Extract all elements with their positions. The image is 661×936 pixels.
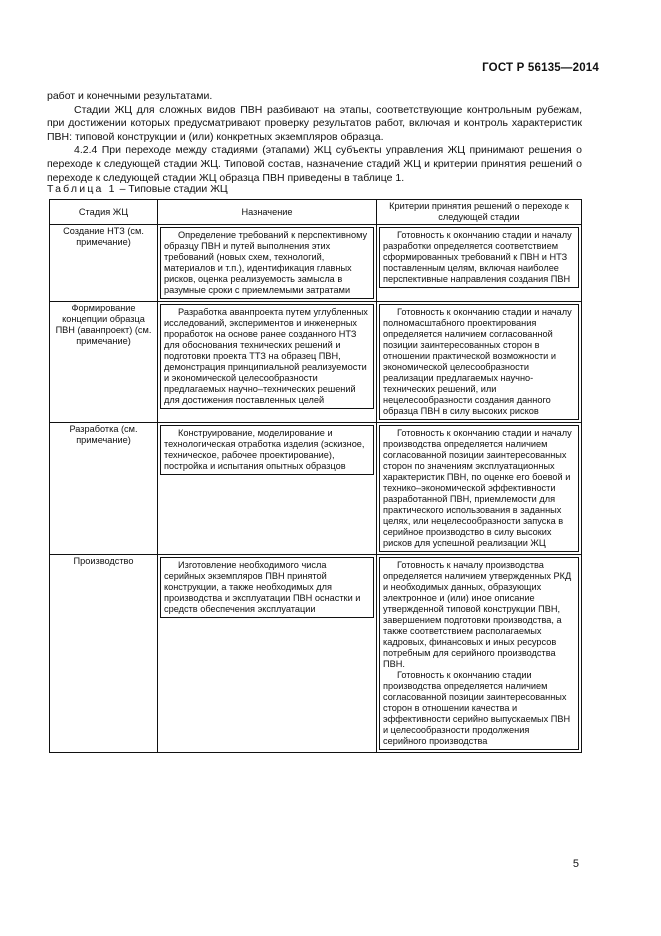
criteria-text: Готовность к началу производства определяется наличием утвержденных РКД и необходимых данных, образующих электронное и (или) иное описание утвержденной типовой конструкции ПВН, завершением подготовки производства, а также соответствием располагаемых кадровых, финансовых и иных ресурсов потребным для серийного производства ПВН.	[383, 560, 572, 669]
table-caption-label: Таблица 1	[47, 183, 117, 195]
purpose-text: Изготовление необходимого числа серийных экземпляров ПВН принятой конструкции, а также необходимых для производства и эксплуатации ПВН оснастки и средств обеспечения эксплуатации	[164, 560, 361, 614]
criteria-cell	[377, 423, 582, 555]
header-stage: Стадия ЖЦ	[50, 200, 158, 225]
purpose-text: Разработка аванпроекта путем углубленных исследований, экспериментов и инженерных проработок на основе ранее созданного НТЗ для обоснования технических решений и подготовки проекта ТТЗ на образец ПВН, демонстрация принципиальной реализуемости и экономической целесообразности предлагаемых научно–технических решений для достижения поставленных целей	[164, 307, 368, 405]
table-row	[50, 423, 582, 555]
stage-cell: Формирование концепции образца ПВН (аванпроект) (см. примечание)	[50, 302, 158, 423]
table-row	[50, 302, 582, 423]
purpose-cell	[158, 225, 377, 302]
table-row	[50, 555, 582, 753]
paragraph-stages: Стадии ЖЦ для сложных видов ПВН разбивают на этапы, соответствующие контрольным рубежам, при достижении которых предусматривают проверку результатов работ, включая и контроль характеристик ПВН: типовой конструкции и (или) конкретных экземпляров образца.	[47, 103, 582, 143]
purpose-text: Конструирование, моделирование и технологическая отработка изделия (эскизное, техническое, рабочее проектирование), постройка и испытания опытных образцов	[164, 428, 365, 471]
criteria-text: Готовность к окончанию стадии и началу полномасштабного проектирования определяется наличием согласованной позиции заинтересованных сторон в отношении практической возможности и экономической целесообразности реализации предлагаемых научно-технических решений, или нецелесообразности создания данного образца ПВН в силу высоких рисков	[383, 307, 572, 416]
stage-cell: Разработка (см. примечание)	[50, 423, 158, 555]
table-caption-title: – Типовые стадии ЖЦ	[116, 183, 228, 195]
criteria-cell	[377, 555, 582, 753]
criteria-cell	[377, 225, 582, 302]
paragraph-continuation: работ и конечными результатами.	[47, 90, 213, 102]
criteria-text: Готовность к окончанию стадии и началу производства определяется наличием согласованной позиции заинтересованных сторон по значениям эксплуатационных характеристик ПВН, по оценке его боевой и технико–экономической эффективности разработанной ПВН, приемлемости для практического использования в заданных целях, или нецелесообразности запуска в серийное производство в силу высоких рисков для успешной реализации ЖЦ	[383, 428, 572, 548]
paragraph-4-2-4: 4.2.4 При переходе между стадиями (этапами) ЖЦ субъекты управления ЖЦ принимают решения о переходе к следующей стадии ЖЦ. Типовой состав, назначение стадий ЖЦ и критерии принятия решений о переходе к следующей стадии ЖЦ образца ПВН приведены в таблице 1.	[47, 144, 582, 184]
purpose-cell	[158, 555, 377, 753]
criteria-text: Готовность к окончанию стадии и началу разработки определяется соответствием сформированных требований к ПВН и НТЗ поставленным целям, включая наиболее перспективные направления создания ПВН	[383, 230, 572, 284]
header-purpose: Назначение	[158, 200, 377, 225]
purpose-text: Определение требований к перспективному образцу ПВН и путей выполнения этих требований (новых схем, технологий, материалов и т.п.), идентификация главных рисков, оценка реализуемость замысла в разумные сроки с приемлемыми затратами	[164, 230, 368, 295]
page-number: 5	[572, 858, 579, 870]
table-caption	[47, 183, 228, 195]
document-code: ГОСТ Р 56135—2014	[482, 62, 599, 74]
criteria-text: Готовность к окончанию стадии производства определяется наличием согласованной позиции заинтересованных сторон в отношении качества и эффективности серийно выпускаемых ПВН и целесообразности продолжения серийного производства	[383, 670, 571, 746]
stage-cell: Создание НТЗ (см. примечание)	[50, 225, 158, 302]
table-header-row	[50, 200, 582, 225]
body-text	[47, 90, 582, 185]
header-criteria: Критерии принятия решений о переходе к следующей стадии	[377, 200, 582, 225]
table-row	[50, 225, 582, 302]
purpose-cell	[158, 302, 377, 423]
lifecycle-stages-table	[49, 199, 582, 753]
purpose-cell	[158, 423, 377, 555]
criteria-cell	[377, 302, 582, 423]
stage-cell: Производство	[50, 555, 158, 753]
